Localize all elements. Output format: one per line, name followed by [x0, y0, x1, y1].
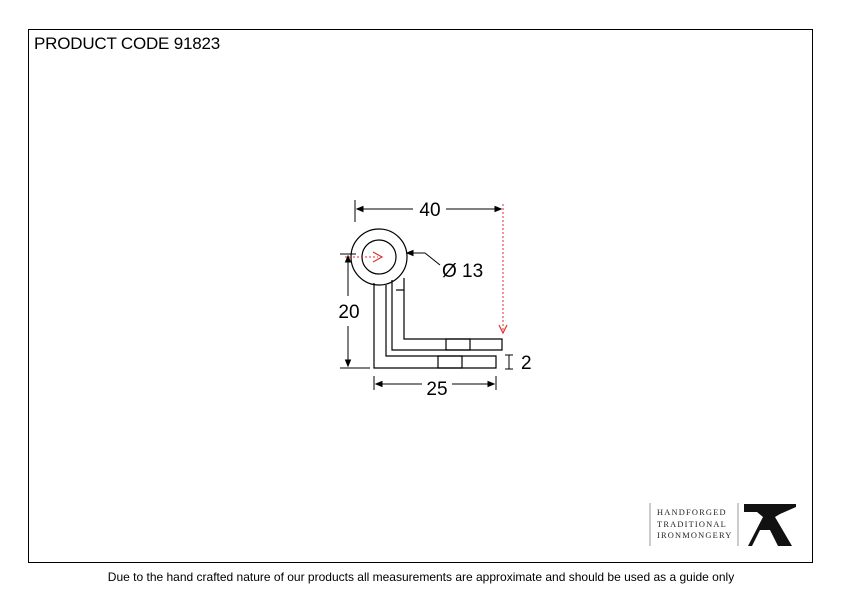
- ring-outer: [351, 229, 407, 285]
- product-code: PRODUCT CODE 91823: [34, 34, 220, 53]
- disclaimer: Due to the hand crafted nature of our products all measurements are approximate and should be used as a guide only: [107, 570, 735, 584]
- anvil-icon: [744, 504, 796, 546]
- dim-diameter-label: Ø 13: [442, 261, 484, 282]
- knuckle-lower: [438, 356, 462, 368]
- dim-20-arrow-bottom: [346, 360, 351, 366]
- dim-diameter-arrow: [407, 251, 413, 256]
- dim-diameter-leader-diag: [425, 253, 440, 265]
- dim-width-label: 40: [419, 200, 441, 221]
- dim-40-arrow-right: [495, 207, 501, 212]
- brand-line-3: IRONMONGERY: [657, 531, 733, 540]
- ring-inner: [362, 240, 396, 274]
- brand-line-1: HANDFORGED: [657, 508, 727, 517]
- dim-thickness-label: 2: [521, 353, 532, 374]
- brand-wordmark: [657, 507, 733, 542]
- brand-line-2: TRADITIONAL: [657, 519, 727, 529]
- dim-height-label: 20: [338, 302, 360, 323]
- dim-40-arrow-left: [357, 207, 363, 212]
- dim-25-arrow-right: [488, 382, 494, 387]
- knuckle-upper: [446, 339, 470, 350]
- dim-base-label: 25: [426, 379, 448, 400]
- dim-25-arrow-left: [376, 382, 382, 387]
